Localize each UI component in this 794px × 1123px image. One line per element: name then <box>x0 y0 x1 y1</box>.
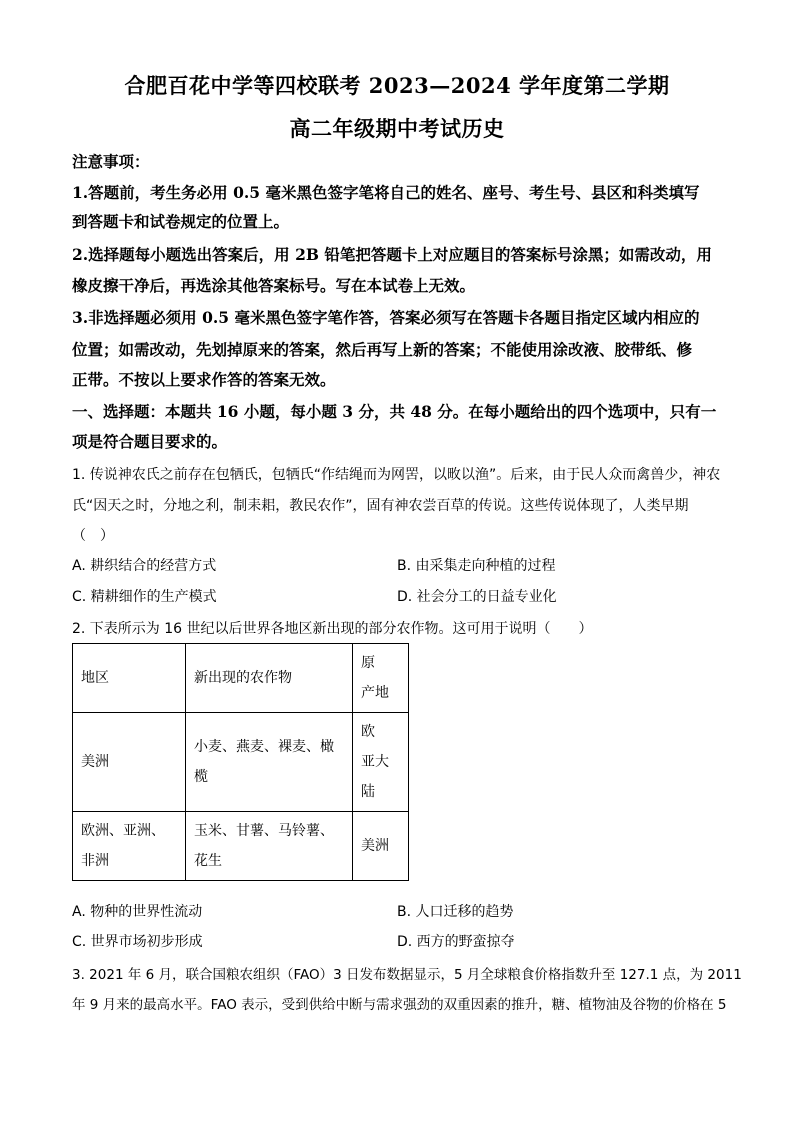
table-cell: 玉米、甘薯、马铃薯、花生 <box>186 812 353 881</box>
question-1-stem: 1. 传说神农氏之前存在包牺氏，包牺氏“作结绳而为网罟，以畋以渔”。后来，由于民人众而禽兽少，神农 <box>72 467 721 483</box>
exam-subtitle: 高二年级期中考试历史 <box>289 116 505 141</box>
table-cell: 欧 亚大陆 <box>353 713 409 812</box>
q1-option-b: B. 由采集走向种植的过程 <box>397 558 556 574</box>
table-header-cell: 新出现的农作物 <box>186 644 353 713</box>
table-header-row <box>73 644 409 713</box>
q1-option-c: C. 精耕细作的生产模式 <box>72 589 217 605</box>
table-cell: 美洲 <box>73 713 186 812</box>
notice-line: 橡皮擦干净后，再选涂其他答案标号。写在本试卷上无效。 <box>72 276 476 295</box>
exam-title: 合肥百花中学等四校联考 2023—2024 学年度第二学期 <box>124 73 670 98</box>
crops-table <box>72 643 409 881</box>
table-header-cell: 原 产地 <box>353 644 409 713</box>
notice-heading: 注意事项： <box>72 152 150 171</box>
section-heading: 一、选择题：本题共 16 小题，每小题 3 分，共 48 分。在每小题给出的四个选项中，只有一 <box>72 402 717 421</box>
question-1-stem: （ ） <box>72 528 114 544</box>
table-header-cell: 地区 <box>73 644 186 713</box>
question-3-stem: 年 9 月来的最高水平。FAO 表示，受到供给中断与需求强劲的双重因素的推升，糖、植物油及谷物的价格在 5 <box>72 997 727 1013</box>
notice-line: 位置；如需改动，先划掉原来的答案，然后再写上新的答案；不能使用涂改液、胶带纸、修 <box>72 340 693 359</box>
table-cell: 小麦、燕麦、裸麦、橄榄 <box>186 713 353 812</box>
notice-line: 3.非选择题必须用 0.5 毫米黑色签字笔作答，答案必须写在答题卡各题目指定区域内相应的 <box>72 308 700 327</box>
table-row <box>73 713 409 812</box>
notice-line: 到答题卡和试卷规定的位置上。 <box>72 212 290 231</box>
notice-line: 2.选择题每小题选出答案后，用 2B 铅笔把答题卡上对应题目的答案标号涂黑；如需改动，用 <box>72 245 712 264</box>
table-row <box>73 812 409 881</box>
question-1-stem: 氏“因天之时，分地之利，制耒耜，教民农作”，固有神农尝百草的传说。这些传说体现了，人类早期 <box>72 498 689 514</box>
table-cell: 美洲 <box>353 812 409 881</box>
q2-option-c: C. 世界市场初步形成 <box>72 934 203 950</box>
section-heading: 项是符合题目要求的。 <box>72 432 228 451</box>
q2-option-d: D. 西方的野蛮掠夺 <box>397 934 515 950</box>
question-3-stem: 3. 2021 年 6 月，联合国粮农组织（FAO）3 日发布数据显示，5 月全球粮食价格指数升至 127.1 点，为 2011 <box>72 967 742 983</box>
q1-option-a: A. 耕织结合的经营方式 <box>72 558 217 574</box>
q1-option-d: D. 社会分工的日益专业化 <box>397 589 557 605</box>
table-cell: 欧洲、亚洲、非洲 <box>73 812 186 881</box>
question-2-stem: 2. 下表所示为 16 世纪以后世界各地区新出现的部分农作物。这可用于说明（ ） <box>72 621 593 637</box>
q2-option-a: A. 物种的世界性流动 <box>72 904 203 920</box>
notice-line: 1.答题前，考生务必用 0.5 毫米黑色签字笔将自己的姓名、座号、考生号、县区和科类填写 <box>72 183 700 202</box>
q2-option-b: B. 人口迁移的趋势 <box>397 904 514 920</box>
notice-line: 正带。不按以上要求作答的答案无效。 <box>72 370 336 389</box>
